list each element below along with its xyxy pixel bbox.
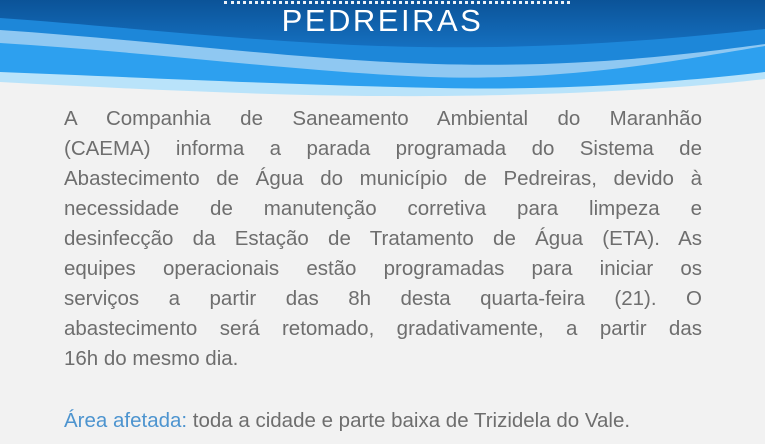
paragraph-line: necessidade de manutenção corretiva para limpeza e [64, 197, 702, 220]
affected-area-line [64, 407, 724, 435]
page-title: PEDREIRAS [281, 3, 484, 38]
paragraph-line: Abastecimento de Água do município de Pedreiras, devido à [64, 167, 702, 190]
paragraph-line: equipes operacionais estão programadas para iniciar os [64, 257, 702, 280]
paragraph-line: (CAEMA) informa a parada programada do Sistema de [64, 137, 702, 160]
announcement-paragraph [64, 104, 702, 374]
paragraph-line: A Companhia de Saneamento Ambiental do Maranhão [64, 107, 702, 130]
affected-area-text: toda a cidade e parte baixa de Trizidela do Vale. [187, 409, 631, 432]
paragraph-line: 16h do mesmo dia. [64, 347, 239, 370]
paragraph-line: serviços a partir das 8h desta quarta-feira (21). O [64, 287, 702, 310]
paragraph-line: abastecimento será retomado, gradativamente, a partir das [64, 317, 702, 340]
paragraph-line: desinfecção da Estação de Tratamento de Água (ETA). As [64, 227, 702, 250]
affected-area-label: Área afetada: [64, 409, 188, 432]
